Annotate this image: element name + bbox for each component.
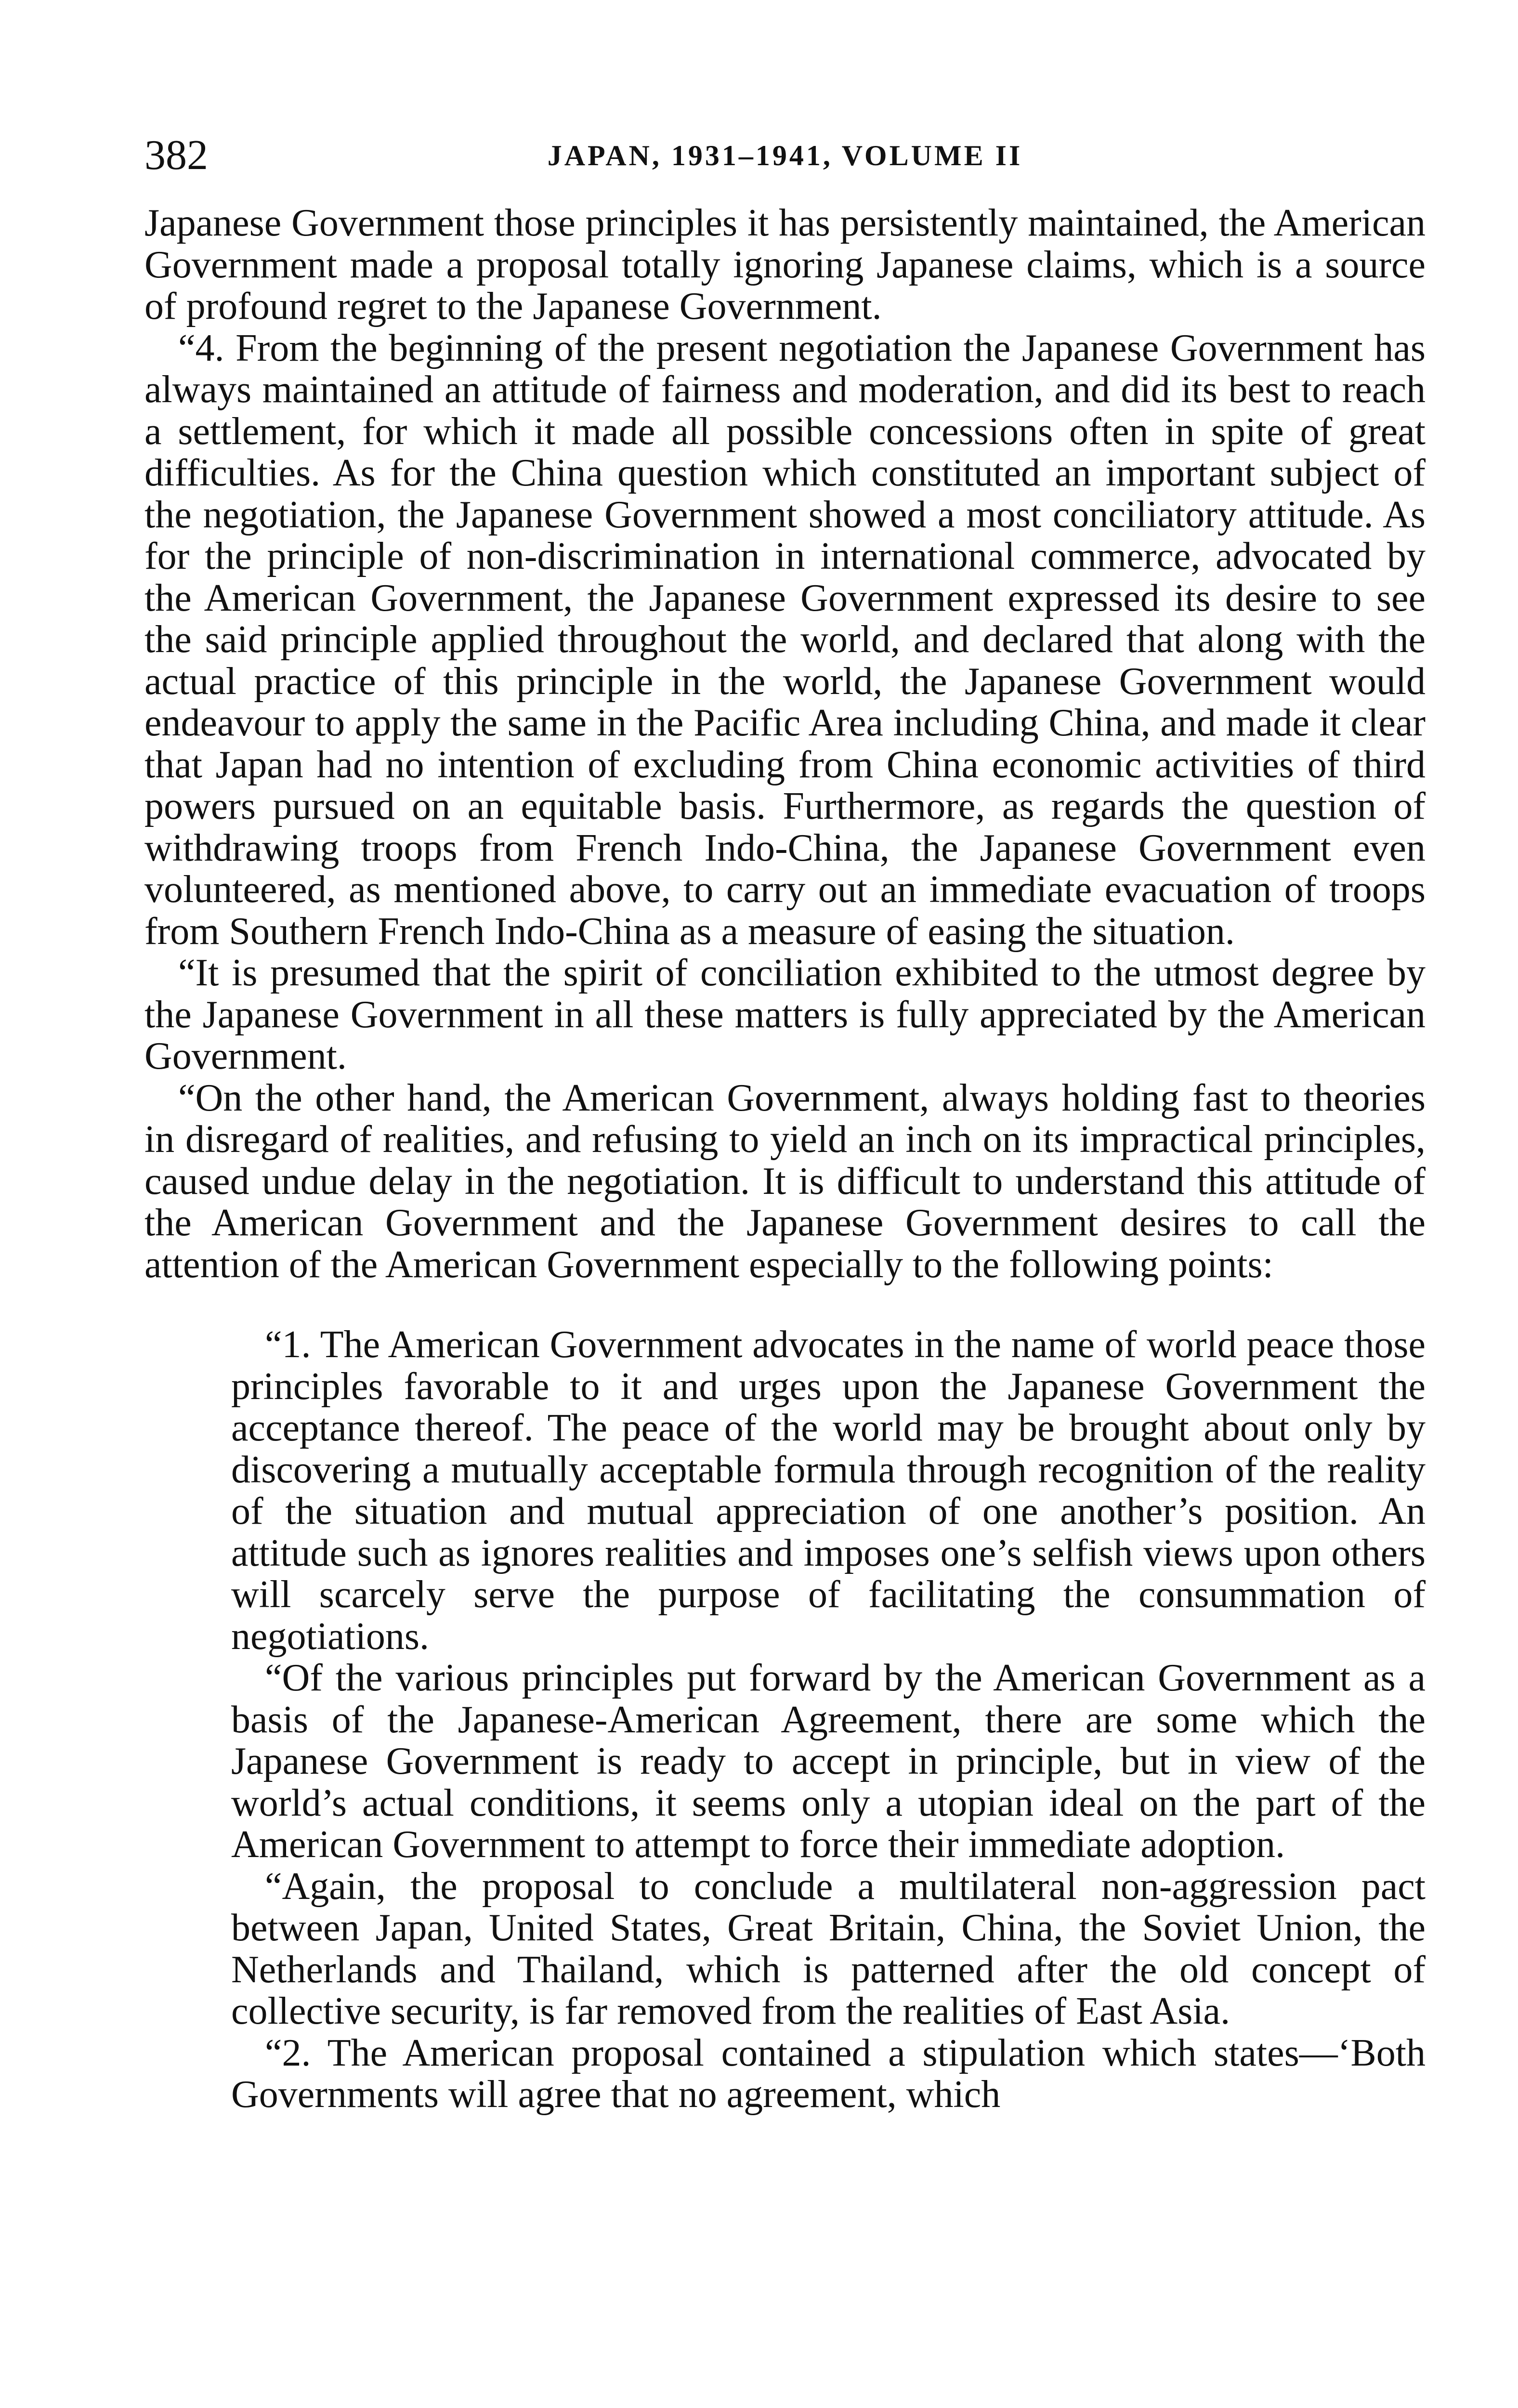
paragraph-point-4: “4. From the beginning of the present negotiation the Japanese Government has always maintained an attitude of fairness and moderation, and did its best to reach a settlement, for which it made all possible concessions often in spite of great difficulties. As for the China question which constituted an important subject of the negotiation, the Japanese Government showed a most conciliatory attitude. As for the principle of non-discrimination in international commerce, advocated by the American Government, the Japanese Government expressed its desire to see the said principle applied throughout the world, and declared that along with the actual practice of this principle in the world, the Japanese Government would endeavour to apply the same in the Pacific Area including China, and made it clear that Japan had no intention of excluding from China economic activities of third powers pursued on an equitable basis. Furthermore, as regards the question of withdrawing troops from French Indo-China, the Japanese Government even volunteered, as mentioned above, to carry out an immediate evacuation of troops from Southern French Indo-China as a measure of easing the situation. xyxy=(144,327,1426,953)
quoted-principles-paragraph: “Of the various principles put forward by the American Government as a basis of the Japanese-American Agreement, there are some which the Japanese Government is ready to accept in principle, but in view of the world’s actual conditions, it seems only a utopian ideal on the part of the American Government to attempt to force their immediate adoption. xyxy=(231,1657,1426,1866)
page-header xyxy=(144,129,1426,182)
quoted-point-2: “2. The American proposal contained a stipulation which states—‘Both Governments will agree that no agreement, which xyxy=(231,2031,1426,2116)
quoted-point-1: “1. The American Government advocates in the name of world peace those principles favorable to it and urges upon the Japanese Government the acceptance thereof. The peace of the world may be brought about only by discovering a mutually acceptable formula through recognition of the reality of the situation and mutual appreciation of one another’s position. An attitude such as ignores realities and imposes one’s selfish views upon others will scarcely serve the purpose of facilitating the consummation of negotiations. xyxy=(231,1323,1426,1658)
quoted-multilateral-pact-paragraph: “Again, the proposal to conclude a multilateral non-aggression pact between Japan, United States, Great Britain, China, the Soviet Union, the Netherlands and Thailand, which is patterned after the old concept of collective security, is far removed from the realities of East Asia. xyxy=(231,1865,1426,2032)
paragraph-continuation: Japanese Government those principles it has persistently maintained, the American Government made a proposal totally ignoring Japanese claims, which is a source of profound regret to the Japanese Government. xyxy=(144,202,1426,327)
running-head: JAPAN, 1931–1941, VOLUME II xyxy=(547,140,1023,171)
paragraph-on-the-other-hand: “On the other hand, the American Government, always holding fast to theories in disregard of realities, and refusing to yield an inch on its impractical principles, caused undue delay in the negotiation. It is difficult to understand this attitude of the American Government and the Japanese Government desires to call the attention of the American Government especially to the following points: xyxy=(144,1076,1426,1286)
paragraph-conciliation: “It is presumed that the spirit of conciliation exhibited to the utmost degree by the Japanese Government in all these matters is fully appreciated by the American Government. xyxy=(144,952,1426,1077)
quoted-points-block xyxy=(231,1324,1426,2116)
page-number: 382 xyxy=(144,132,208,179)
body-text xyxy=(144,202,1426,2116)
